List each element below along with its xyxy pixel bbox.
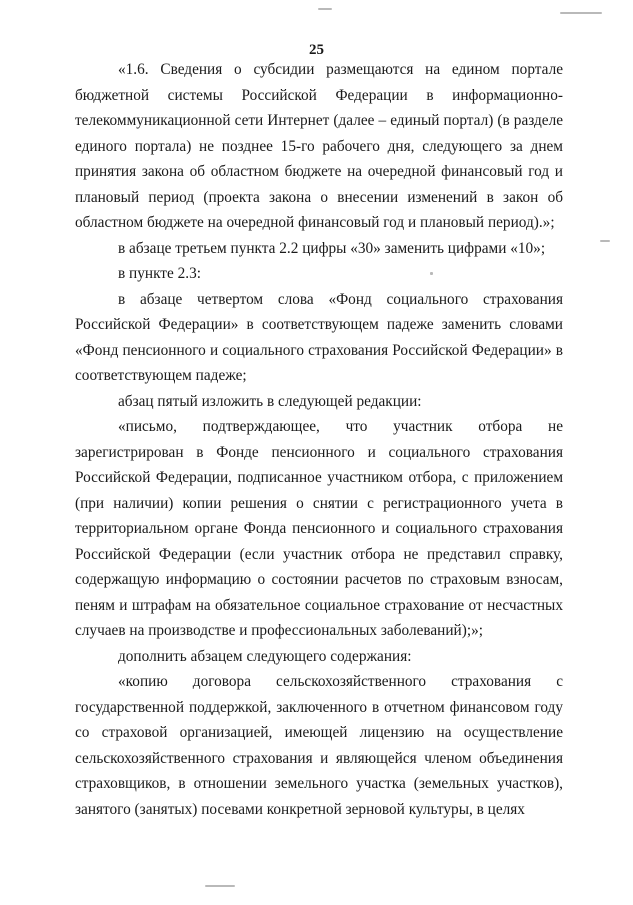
document-body [75, 57, 563, 822]
scan-speck [430, 272, 433, 275]
paragraph-amend-fund-name: в абзаце четвертом слова «Фонд социального страхования Российской Федерации» в соответствующем падеже заменить словами «Фонд пенсионного и социального страхования Российской Федерации» в соответствующем падеже; [75, 290, 563, 384]
scan-speck [318, 8, 332, 10]
paragraph-insurance-contract: «копию договора сельскохозяйственного страхования с государственной поддержкой, заключенного в отчетном финансовом году со страховой организацией, имеющей лицензию на осуществление сельскохозяйственного страхования и являющейся членом объединения страховщиков, в отношении земельного участка (земельных участков), занятого (занятых) посевами конкретной зерновой культуры, в целях [75, 673, 563, 818]
paragraph-amend-2-2: в абзаце третьем пункта 2.2 цифры «30» заменить цифрами «10»; [118, 239, 546, 257]
scan-speck [560, 12, 602, 14]
scan-speck [600, 240, 610, 242]
paragraph-add-abstract-intro: дополнить абзацем следующего содержания: [118, 647, 412, 665]
paragraph-point-2-3: в пункте 2.3: [118, 265, 201, 282]
page-number: 25 [309, 42, 324, 58]
paragraph-letter-text: «письмо, подтверждающее, что участник отбора не зарегистрирован в Фонде пенсионного и социального страхования Российской Федерации, подписанное участником отбора, с приложением (при наличии) копии решения о снятии с регистрационного учета в территориальном органе Фонда пенсионного и социального страхования Российской Федерации (если участник отбора не представил справку, содержащую информацию о состоянии расчетов по страховым взносам, пеням и штрафам на обязательное социальное страхование от несчастных случаев на производстве и профессиональных заболеваний);»; [75, 418, 563, 639]
paragraph-subsidy-info: «1.6. Сведения о субсидии размещаются на едином портале бюджетной системы Российской Федерации в информационно-телекоммуникационной сети Интернет (далее – единый портал) (в разделе единого портала) не позднее 15-го рабочего дня, следующего за днем принятия закона об областном бюджете на очередной финансовый год и плановый период (проекта закона о внесении изменений в закон об областном бюджете на очередной финансовый год и плановый период).»; [75, 61, 563, 231]
paragraph-fifth-abstract-intro: абзац пятый изложить в следующей редакции: [118, 392, 422, 410]
scan-speck [205, 885, 235, 887]
